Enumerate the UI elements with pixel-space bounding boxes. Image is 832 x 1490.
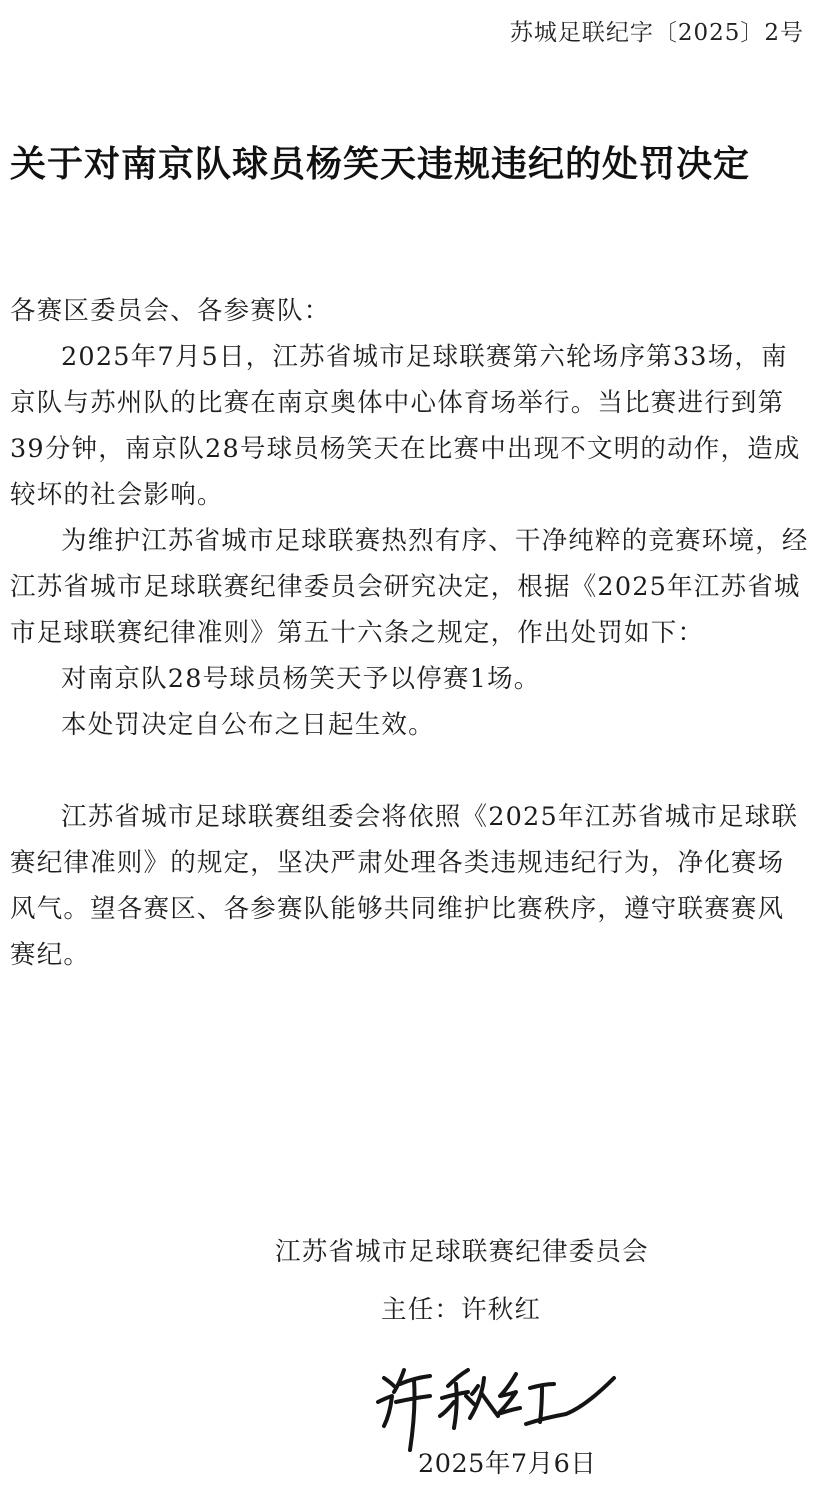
paragraph-decision-basis: 为维护江苏省城市足球联赛热烈有序、干净纯粹的竞赛环境，经江苏省城市足球联赛纪律委员会研究决定，根据《2025年江苏省城市足球联赛纪律准则》第五十六条之规定，作出处罚如下：	[10, 526, 809, 648]
paragraph-effective: 本处罚决定自公布之日起生效。	[61, 710, 435, 740]
director-name: 主任：许秋红	[381, 1295, 542, 1325]
document-title: 关于对南京队球员杨笑天违规违纪的处罚决定	[10, 144, 751, 185]
signing-organization: 江苏省城市足球联赛纪律委员会	[275, 1237, 649, 1267]
handwritten-signature	[370, 1340, 630, 1460]
signature-date: 2025年7月6日	[418, 1449, 597, 1479]
document-number: 苏城足联纪字〔2025〕2号	[509, 20, 804, 46]
paragraph-incident: 2025年7月5日，江苏省城市足球联赛第六轮场序第33场，南京队与苏州队的比赛在南京奥体中心体育场举行。当比赛进行到第39分钟，南京队28号球员杨笑天在比赛中出现不文明的动作，造成较坏的社会影响。	[10, 342, 801, 510]
paragraph-closing: 江苏省城市足球联赛组委会将依照《2025年江苏省城市足球联赛纪律准则》的规定，坚决严肃处理各类违规违纪行为，净化赛场风气。望各赛区、各参赛队能够共同维护比赛秩序，遵守联赛赛风赛纪。	[10, 802, 799, 970]
paragraph-penalty: 对南京队28号球员杨笑天予以停赛1场。	[61, 664, 541, 694]
document-body	[10, 288, 810, 978]
salutation: 各赛区委员会、各参赛队：	[10, 296, 331, 326]
